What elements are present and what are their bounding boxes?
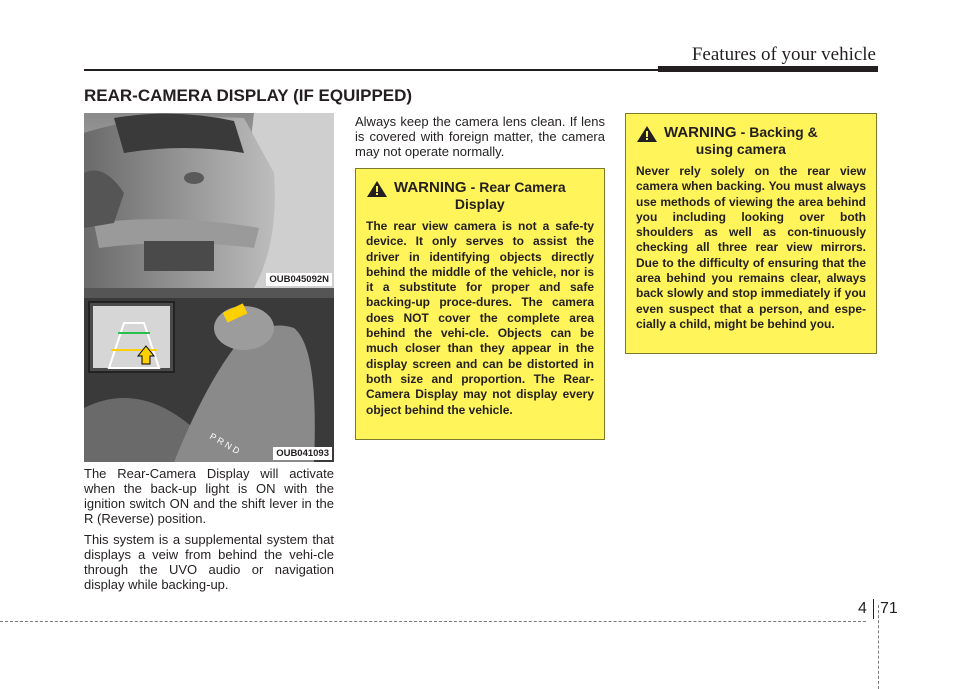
warning-box-backing [625, 113, 877, 354]
warning-heading [366, 179, 594, 213]
page-number-separator [873, 599, 874, 619]
car-rear-photo [84, 113, 334, 288]
warning-subtitle: - Rear Camera [470, 179, 566, 195]
warning-triangle-icon [636, 125, 658, 143]
footer-divider [878, 605, 879, 689]
svg-text:P R N D: P R N D [208, 431, 242, 457]
warning-subtitle-cont: using camera [695, 141, 786, 157]
warning-subtitle-cont: Display [454, 196, 505, 212]
warning-label: WARNING [664, 124, 737, 141]
paragraph: Always keep the camera lens clean. If lens is covered with foreign matter, the camera may not operate normally. [355, 114, 605, 159]
left-body-text [84, 466, 334, 598]
warning-heading [636, 124, 866, 158]
warning-box-rear-camera [355, 168, 605, 440]
paragraph: The Rear-Camera Display will activate when the back-up light is ON with the ignition switch ON and the shift lever in the R (Reverse) position. [84, 466, 334, 526]
warning-text: The rear view camera is not a safe-ty device. It only serves to assist the driver in identifying objects directly behind the middle of the vehicle, nor is it a substitute for proper and safe backing-up proce-dures. The camera does NOT cover the complete area behind the vehi-cle. Objects can be much closer than they appear in the display screen and can be distorted in both size and proportion. The Rear-Camera Display may not display every object behind the vehicle. [366, 219, 594, 417]
section-heading: REAR-CAMERA DISPLAY (IF EQUIPPED) [84, 86, 413, 105]
page-number: 71 [880, 600, 898, 617]
page-header-title: Features of your vehicle [691, 44, 876, 65]
warning-text: Never rely solely on the rear view camera when backing. You must always use methods of viewing the area behind you including looking over both shoulders as well as con-tinuously checking all three rear view mirrors. Due to the difficulty of ensuring that the area behind you remains clear, always back slowly and stop immediately if you even suspect that a person, and espe-cially a child, might be behind you. [636, 164, 866, 331]
header-rule-accent [658, 66, 878, 72]
image-code-label: OUB041093 [273, 447, 332, 460]
middle-body-text [355, 114, 605, 165]
footer-rule [0, 621, 866, 622]
paragraph: This system is a supplemental system that displays a veiw from behind the vehi-cle through the UVO audio or navigation display while backing-up. [84, 532, 334, 592]
warning-label: WARNING [394, 179, 467, 196]
warning-subtitle: - Backing & [740, 124, 818, 140]
warning-triangle-icon [366, 180, 388, 198]
image-code-label: OUB045092N [266, 273, 332, 286]
chapter-number: 4 [858, 600, 867, 617]
gear-shift-photo [84, 288, 334, 462]
